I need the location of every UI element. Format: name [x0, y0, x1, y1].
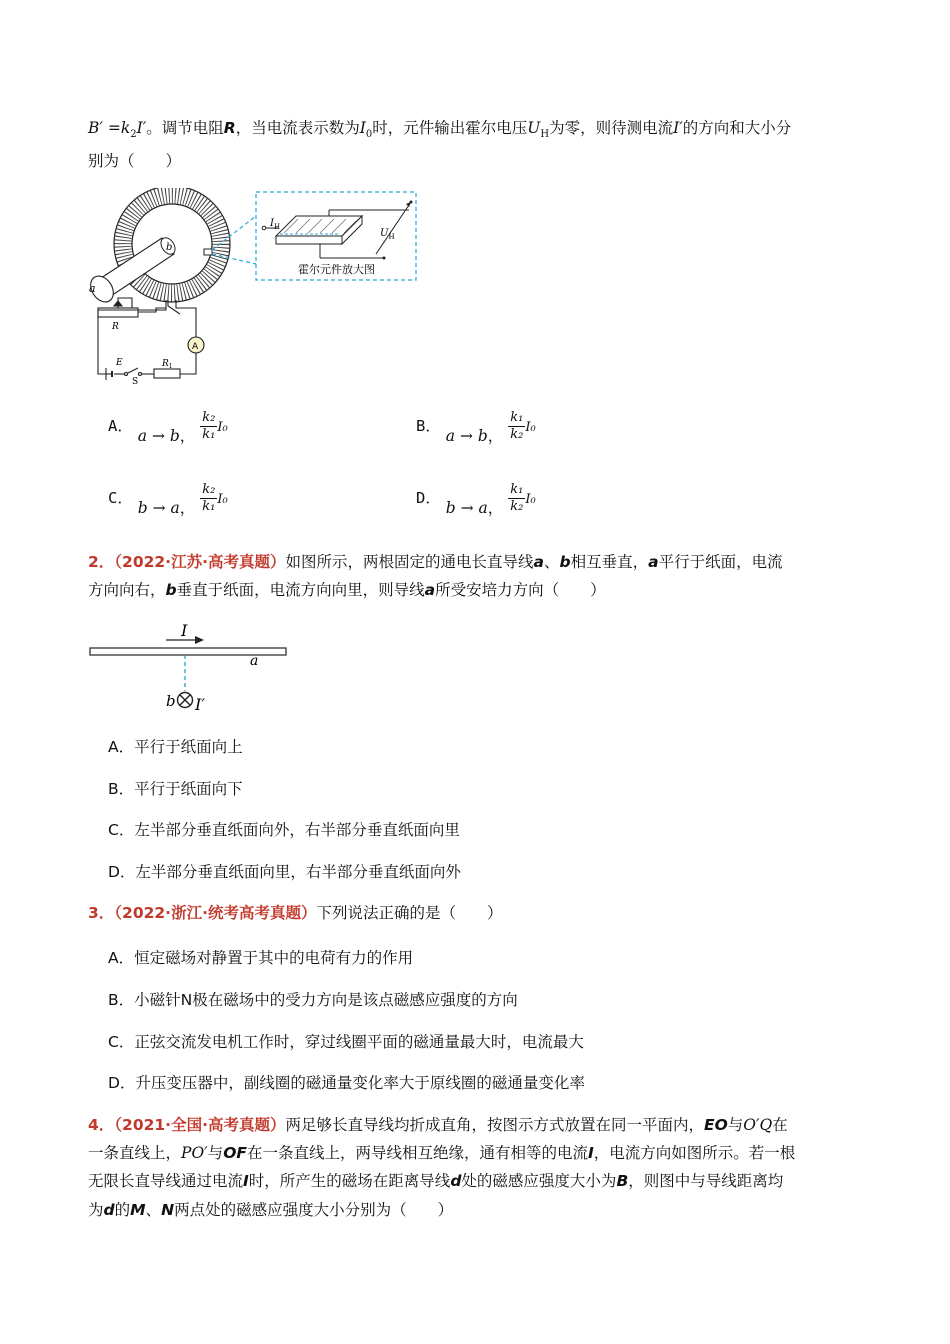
svg-text:R1: $R_1$ [162, 359, 173, 370]
q1-text-line1: $B' =k_2I'$。调节电阻R，当电流表示数为$I_0$时，元件输出霍尔电压$U_H$为零，则待测电流I′的方向和大小分 [88, 119, 792, 140]
q2-stem-line1: 2．（2022·江苏·高考真题）如图所示，两根固定的通电长直导线a、b相互垂直，a平行于纸面，电流 [88, 553, 783, 571]
q3-option-b[interactable]: B．小磁针N极在磁场中的受力方向是该点磁感应强度的方向 [108, 991, 518, 1009]
wires-figure [86, 618, 296, 718]
svg-text:a: a [250, 653, 259, 669]
svg-text:A: A [192, 342, 199, 352]
svg-text:R: R [112, 322, 119, 332]
q2-option-c[interactable]: C．左半部分垂直纸面向外，右半部分垂直纸面向里 [108, 821, 460, 839]
q4-stem-line2: 一条直线上，PO′与OF在一条直线上，两导线相互绝缘，通有相等的电流I，电流方向如图所示。若一根 [88, 1144, 796, 1162]
circuit [98, 298, 196, 380]
q4-stem-line4: 为d的M、N两点处的磁感应强度大小分别为（ ） [88, 1201, 454, 1219]
hall-element-marker [204, 249, 212, 255]
q2-option-d[interactable]: D．左半部分垂直纸面向里，右半部分垂直纸面向外 [108, 863, 461, 881]
q2-option-b[interactable]: B．平行于纸面向下 [108, 780, 243, 798]
q3-stem: 3．（2022·浙江·统考高考真题）下列说法正确的是（ ） [88, 904, 503, 922]
q4-stem-line1: 4．（2021·全国·高考真题）两足够长直导线均折成直角，按图示方式放置在同一平面内，EO与O′Q在 [88, 1116, 788, 1134]
q1-option-d[interactable]: D． b → a， $\frac{\text{k₁}}{\text{k₂}}$ I₀ [416, 482, 536, 517]
q3-option-a[interactable]: A．恒定磁场对静置于其中的电荷有力的作用 [108, 949, 414, 967]
q2-stem-line2: 方向向右，b垂直于纸面，电流方向向里，则导线a所受安培力方向（ ） [88, 581, 606, 599]
label-IH: $I_H$ [270, 218, 281, 231]
q3-option-c[interactable]: C．正弦交流发电机工作时，穿过线圈平面的磁通量最大时，电流最大 [108, 1033, 584, 1051]
q1-option-b[interactable]: B． a → b， $\frac{\text{k₁}}{\text{k₂}}$ I₀ [416, 410, 536, 445]
label-UH: $U_H$ [380, 228, 395, 241]
hall-sensor-figure [84, 188, 424, 388]
svg-text:I′: I′ [195, 695, 205, 714]
svg-text:I: I [181, 621, 188, 640]
wire-b-into-page-icon [178, 693, 193, 708]
q3-option-d[interactable]: D．升压变压器中，副线圈的磁通量变化率大于原线圈的磁通量变化率 [108, 1074, 585, 1092]
label-a: a [89, 282, 96, 295]
svg-text:b: b [166, 692, 176, 710]
q1-option-c[interactable]: C． b → a， $\frac{\text{k₂}}{\text{k₁}}$ I₀ [108, 482, 228, 517]
svg-text:S: S [132, 377, 139, 387]
figure-caption: 霍尔元件放大图 [298, 263, 375, 276]
hall-plate [262, 201, 412, 277]
q4-stem-line3: 无限长直导线通过电流I时，所产生的磁场在距离导线d处的磁感应强度大小为B，则图中与导线距离均 [88, 1172, 784, 1190]
svg-text:E: E [116, 358, 123, 368]
label-b: b [166, 242, 173, 253]
q2-option-a[interactable]: A．平行于纸面向上 [108, 738, 243, 756]
q1-option-a[interactable]: A． a → b， $\frac{\text{k₂}}{\text{k₁}}$ I₀ [108, 410, 228, 445]
q1-text-line2: 别为（ ） [88, 152, 182, 170]
